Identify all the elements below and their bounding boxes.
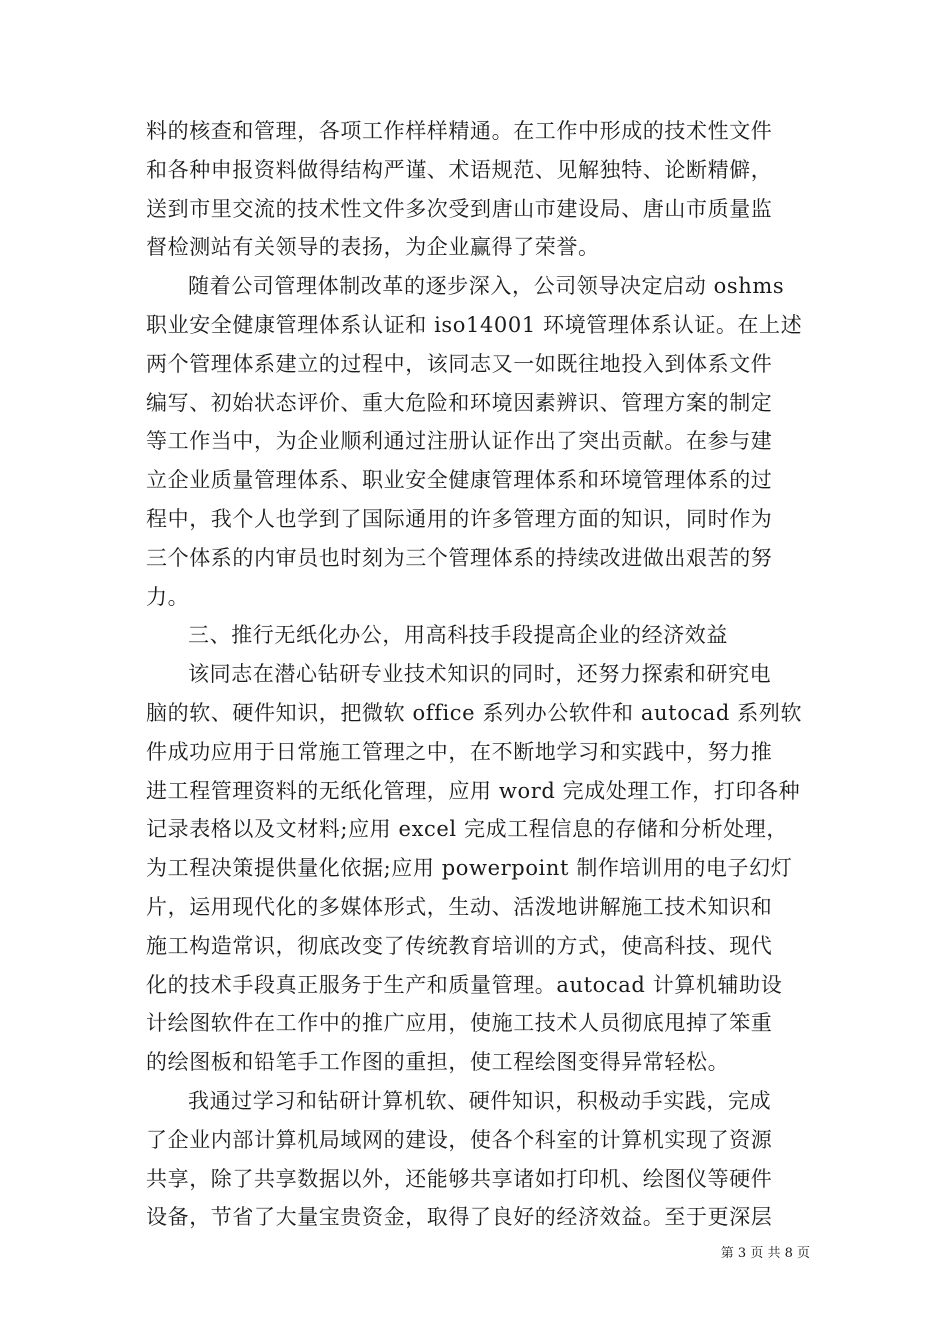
text-line: 三、推行无纸化办公，用高科技手段提高企业的经济效益 xyxy=(188,623,728,648)
text-line: 记录表格以及文材料;应用 excel 完成工程信息的存储和分析处理， xyxy=(146,817,788,842)
page-number: 第 3 页 共 8 页 xyxy=(720,1246,810,1261)
text-line: 三个体系的内审员也时刻为三个管理体系的持续改进做出艰苦的努 xyxy=(146,545,773,570)
text-line: 送到市里交流的技术性文件多次受到唐山市建设局、唐山市质量监 xyxy=(146,196,773,221)
text-line: 施工构造常识，彻底改变了传统教育培训的方式，使高科技、现代 xyxy=(146,933,773,958)
text-line: 编写、初始状态评价、重大危险和环境因素辨识、管理方案的制定 xyxy=(146,390,773,415)
text-line: 件成功应用于日常施工管理之中，在不断地学习和实践中，努力推 xyxy=(146,739,773,764)
text-line: 等工作当中，为企业顺利通过注册认证作出了突出贡献。在参与建 xyxy=(146,429,773,454)
text-line: 脑的软、硬件知识，把微软 office 系列办公软件和 autocad 系列软 xyxy=(146,700,803,725)
text-line: 化的技术手段真正服务于生产和质量管理。autocad 计算机辅助设 xyxy=(146,972,783,997)
text-line: 立企业质量管理体系、职业安全健康管理体系和环境管理体系的过 xyxy=(146,468,773,493)
text-line: 职业安全健康管理体系认证和 iso14001 环境管理体系认证。在上述 xyxy=(146,312,803,337)
text-line: 进工程管理资料的无纸化管理，应用 word 完成处理工作，打印各种 xyxy=(146,778,801,803)
text-line: 我通过学习和钻研计算机软、硬件知识，积极动手实践，完成 xyxy=(188,1088,772,1113)
text-line: 共享，除了共享数据以外，还能够共享诸如打印机、绘图仪等硬件 xyxy=(146,1166,773,1191)
text-line: 督检测站有关领导的表扬，为企业赢得了荣誉。 xyxy=(146,235,600,260)
text-line: 的绘图板和铅笔手工作图的重担，使工程绘图变得异常轻松。 xyxy=(146,1050,730,1075)
text-line: 程中，我个人也学到了国际通用的许多管理方面的知识，同时作为 xyxy=(146,506,773,531)
text-line: 计绘图软件在工作中的推广应用，使施工技术人员彻底甩掉了笨重 xyxy=(146,1011,773,1036)
text-line: 和各种申报资料做得结构严谨、术语规范、见解独特、论断精僻， xyxy=(146,157,773,182)
text-line: 该同志在潜心钻研专业技术知识的同时，还努力探索和研究电 xyxy=(188,662,772,687)
text-line: 料的核查和管理，各项工作样样精通。在工作中形成的技术性文件 xyxy=(146,119,773,143)
text-line: 了企业内部计算机局域网的建设，使各个科室的计算机实现了资源 xyxy=(146,1127,773,1152)
text-line: 随着公司管理体制改革的逐步深入，公司领导决定启动 oshms xyxy=(188,274,785,299)
text-line: 片，运用现代化的多媒体形式，生动、活泼地讲解施工技术知识和 xyxy=(146,894,773,919)
document-body xyxy=(146,112,806,1237)
text-line: 为工程决策提供量化依据;应用 powerpoint 制作培训用的电子幻灯 xyxy=(146,856,793,881)
text-line: 力。 xyxy=(146,584,190,609)
text-line: 两个管理体系建立的过程中，该同志又一如既往地投入到体系文件 xyxy=(146,351,773,376)
text-line: 设备，节省了大量宝贵资金，取得了良好的经济效益。至于更深层 xyxy=(146,1205,773,1230)
